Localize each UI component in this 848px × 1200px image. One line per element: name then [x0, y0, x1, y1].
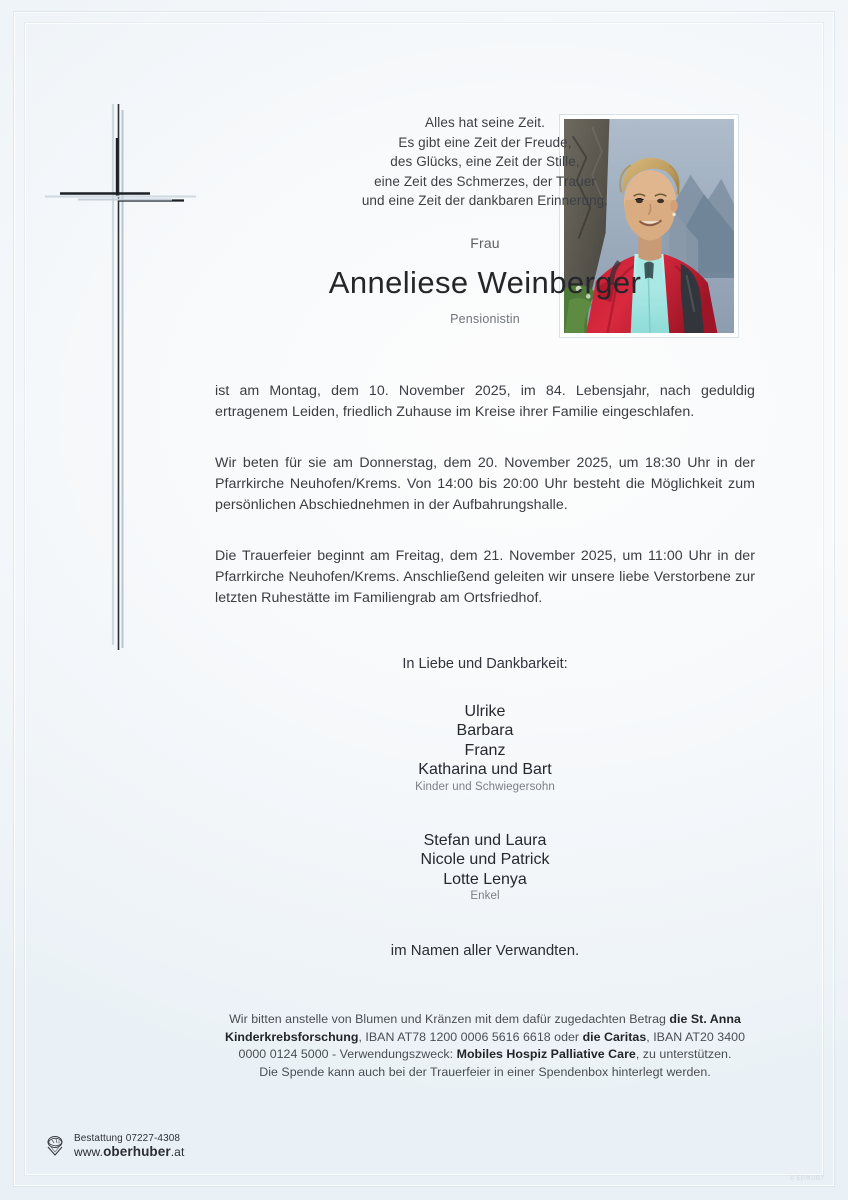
grandchildren-role-label: Enkel — [470, 890, 500, 902]
verse-line: und eine Zeit der dankbaren Erinnerung. — [361, 193, 609, 208]
website-domain: oberhuber — [103, 1143, 171, 1159]
mourners-heading: In Liebe und Dankbarkeit: — [402, 655, 568, 672]
salutation: Frau — [470, 234, 500, 251]
content-column — [215, 0, 755, 1081]
donation-block — [215, 1011, 755, 1081]
dove-logo-icon — [44, 1134, 68, 1158]
verse-line: Alles hat seine Zeit. — [425, 115, 545, 130]
donation-text: , IBAN AT78 1200 0006 5616 6618 oder — [358, 1029, 583, 1044]
mourner-name: Katharina und Bart — [418, 761, 552, 778]
deceased-occupation: Pensionistin — [450, 311, 520, 326]
undertaker-footer — [44, 1133, 184, 1158]
undertaker-phone: Bestattung 07227-4308 — [74, 1133, 181, 1144]
verse-block — [215, 113, 755, 211]
donation-text: , zu unterstützen. — [635, 1047, 732, 1061]
donation-org-caritas: die Caritas — [582, 1029, 647, 1044]
grandchildren-group — [215, 831, 755, 903]
children-group — [215, 702, 755, 793]
donation-org-anna: die St. Anna Kinderkrebsforschung — [224, 1012, 741, 1044]
relatives-line: im Namen aller Verwandten. — [390, 942, 580, 959]
mourner-name: Nicole und Patrick — [420, 851, 550, 868]
mourner-name: Stefan und Laura — [423, 831, 547, 849]
website-prefix: www. — [74, 1144, 104, 1159]
undertaker-website[interactable] — [74, 1143, 185, 1159]
mourner-name: Ulrike — [464, 702, 506, 720]
verse-line: eine Zeit des Schmerzes, der Trauer — [374, 173, 596, 189]
donation-note: Die Spende kann auch bei der Trauerfeier in einer Spendenbox hinterlegt werden. — [259, 1064, 711, 1079]
corner-copyright-mark: © EP/KUB7 — [789, 1176, 824, 1182]
mourner-name: Barbara — [456, 722, 514, 739]
donation-purpose: Mobiles Hospiz Palliative Care — [456, 1047, 636, 1061]
deceased-name: Anneliese Weinberger — [328, 264, 642, 300]
mourner-name: Franz — [464, 741, 506, 759]
verse-line: des Glücks, eine Zeit der Stille, — [390, 154, 580, 169]
prayer-paragraph: Wir beten für sie am Donnerstag, dem 20. November 2025, um 18:30 Uhr in der Pfarrkirche Neuhofen/Krems. Von 14:00 bis 20:00 Uhr besteht die Möglichkeit zum persönlichen Abschiednehmen in der Aufbahrungshalle. — [215, 454, 755, 513]
verse-line: Es gibt eine Zeit der Freude, — [398, 134, 572, 150]
donation-text: , IBAN AT20 3400 0000 0124 5000 - Verwendungszweck: — [238, 1029, 745, 1061]
funeral-paragraph: Die Trauerfeier beginnt am Freitag, dem 21. November 2025, um 11:00 Uhr in der Pfarrkirche Neuhofen/Krems. Anschließend geleiten wir unsere liebe Verstorbene zur letzten Ruhestätte im Familiengrab am Ortsfriedhof. — [215, 547, 755, 606]
website-tld: .at — [170, 1144, 185, 1159]
donation-text: Wir bitten anstelle von Blumen und Kränzen mit dem dafür zugedachten Betrag — [229, 1012, 670, 1026]
children-role-label: Kinder und Schwiegersohn — [415, 780, 555, 793]
death-paragraph: ist am Montag, dem 10. November 2025, im 84. Lebensjahr, nach geduldig ertragenem Leiden, friedlich Zuhause im Kreise ihrer Familie eingeschlafen. — [215, 382, 755, 420]
mourner-name: Lotte Lenya — [443, 870, 527, 888]
